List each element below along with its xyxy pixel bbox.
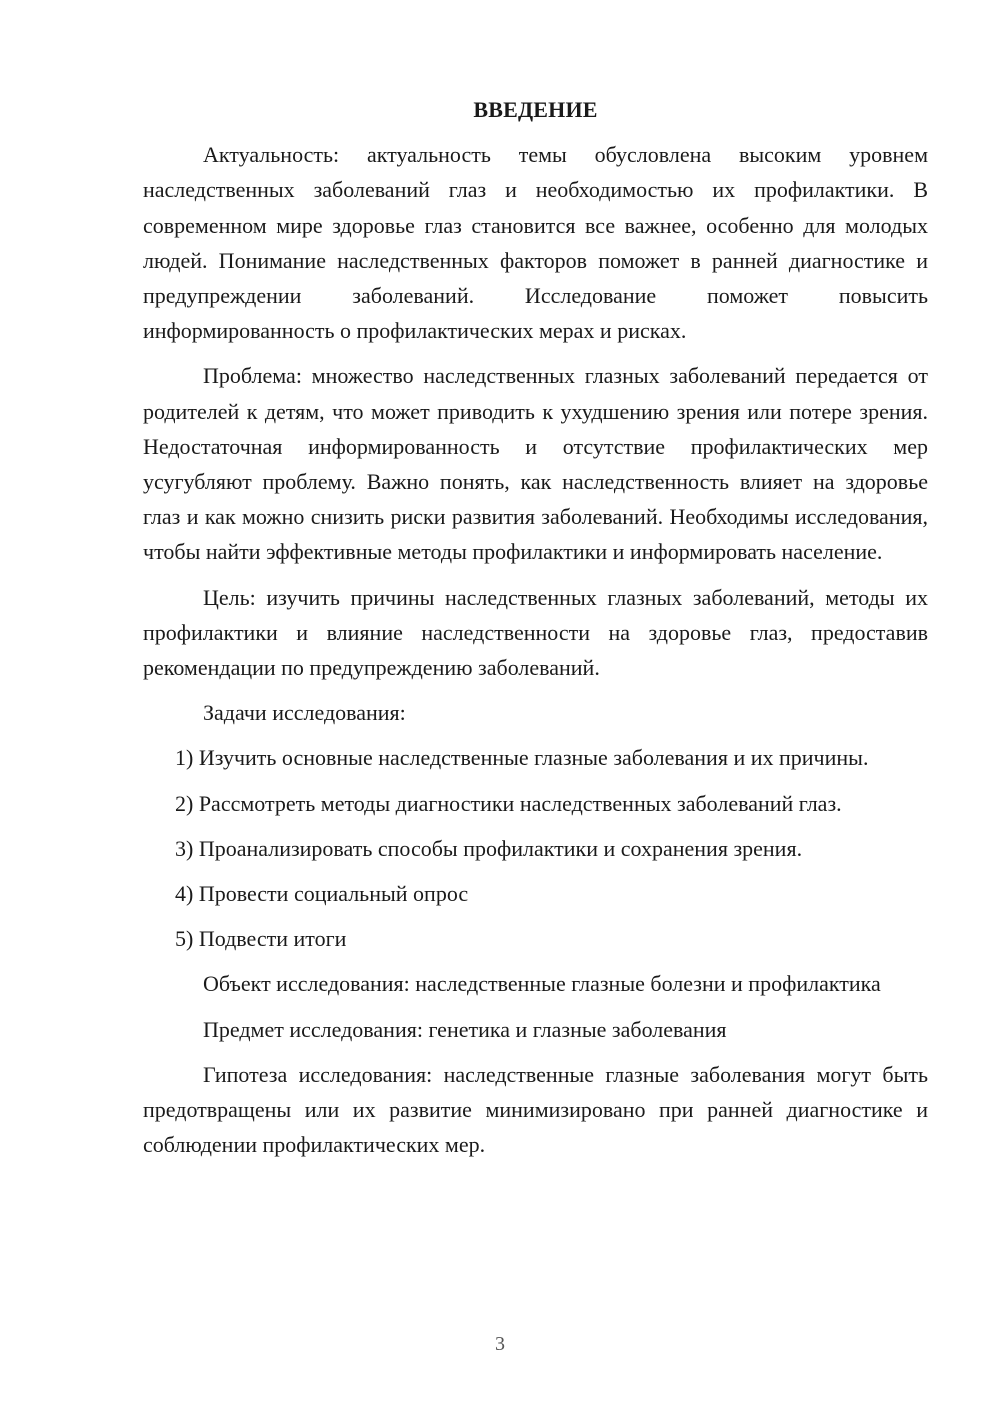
subject-paragraph: Предмет исследования: генетика и глазные заболевания: [203, 1016, 727, 1042]
task-item-2: 2) Рассмотреть методы диагностики наследственных заболеваний глаз.: [175, 790, 842, 816]
goal-paragraph: Цель: изучить причины наследственных глазных заболеваний, методы их профилактики и влияние наследственности на здоровье глаз, предоставив рекомендации по предупреждению заболеваний.: [143, 584, 928, 681]
task-item-4: 4) Провести социальный опрос: [175, 881, 469, 907]
problem-paragraph: Проблема: множество наследственных глазных заболеваний передается от родителей к детям, что может приводить к ухудшению зрения или потере зрения. Недостаточная информированность и отсутствие профилактических мер усугубляют проблему. Важно понять, как наследственность влияет на здоровье глаз и как можно снизить риски развития заболеваний. Необходимы исследования, чтобы найти эффективные методы профилактики и информировать население.: [143, 363, 928, 565]
object-paragraph: Объект исследования: наследственные глазные болезни и профилактика: [203, 971, 881, 997]
tasks-heading: Задачи исследования:: [203, 700, 406, 726]
relevance-paragraph: Актуальность: актуальность темы обусловлена высоким уровнем наследственных заболеваний глаз и необходимостью их профилактики. В современном мире здоровье глаз становится все важнее, особенно для молодых людей. Понимание наследственных факторов поможет в ранней диагностике и предупреждении заболеваний. Исследование поможет повысить информированность о профилактических мерах и рисках.: [143, 142, 928, 344]
section-title: ВВЕДЕНИЕ: [473, 97, 598, 122]
hypothesis-paragraph: Гипотеза исследования: наследственные глазные заболевания могут быть предотвращены или их развитие минимизировано при ранней диагностике и соблюдении профилактических мер.: [143, 1061, 928, 1158]
page-number: 3: [495, 1333, 505, 1355]
task-item-3: 3) Проанализировать способы профилактики и сохранения зрения.: [175, 835, 803, 861]
task-item-1: 1) Изучить основные наследственные глазные заболевания и их причины.: [175, 745, 869, 771]
task-item-5: 5) Подвести итоги: [175, 926, 347, 952]
document-page: [143, 92, 928, 1172]
